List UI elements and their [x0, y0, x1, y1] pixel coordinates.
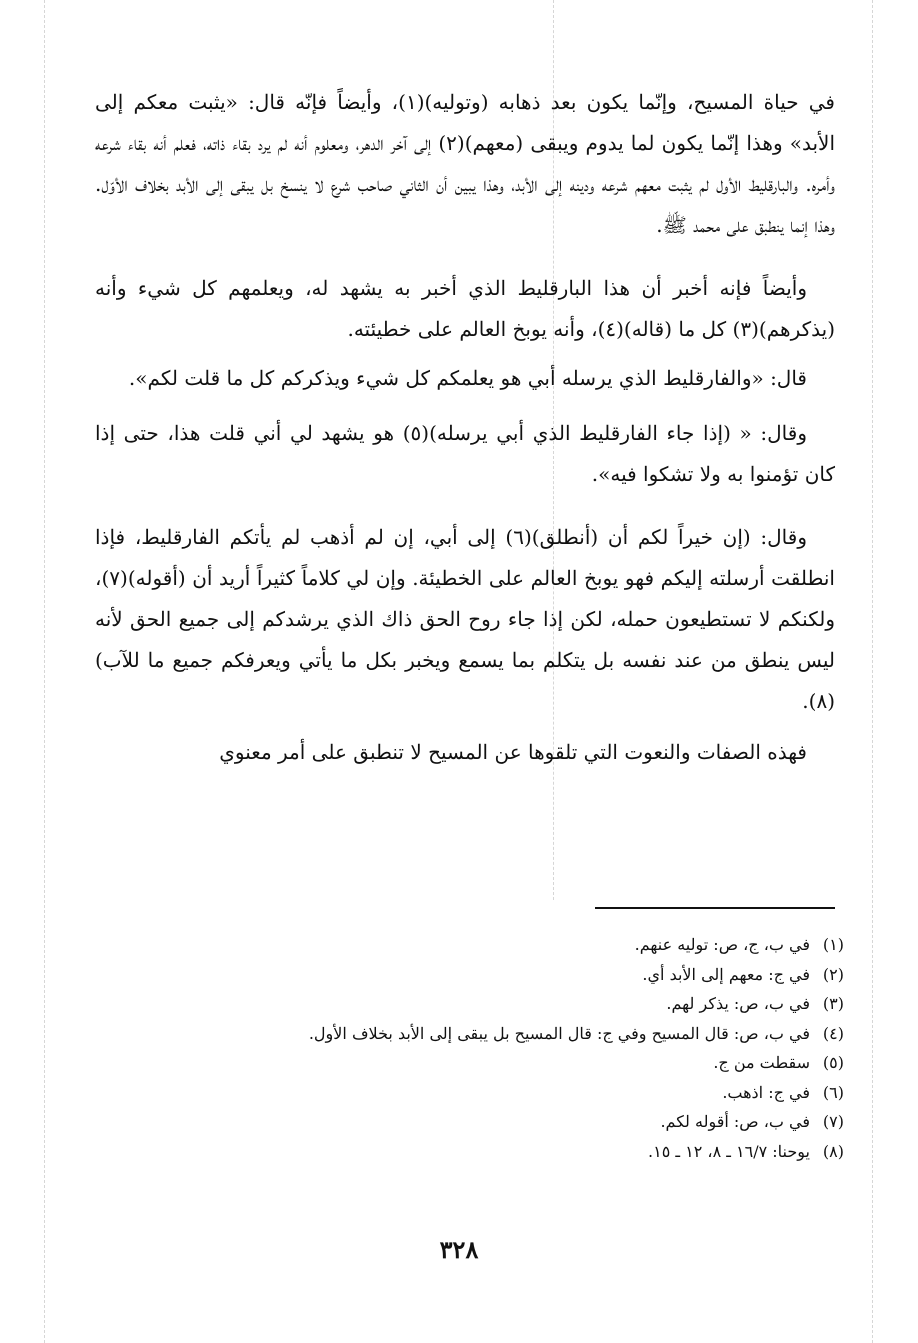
- paragraph: فهذه الصفات والنعوت التي تلقوها عن المسيح لا تنطبق على أمر معنوي: [219, 740, 807, 764]
- footnote-number: (١): [822, 935, 844, 954]
- footnote-text: يوحنا: ١٦/٧ ـ ٨، ١٢ ـ ١٥.: [648, 1141, 810, 1161]
- footnote-number: (٤): [822, 1023, 844, 1043]
- footnote: [224, 1137, 844, 1167]
- footnote-text: في ب، ص: قال المسيح وفي ج: قال المسيح بل يبقى إلى الأبد بخلاف الأول.: [308, 1023, 810, 1043]
- page-number: ٣٢٨: [439, 1235, 479, 1264]
- footnote: [224, 1107, 844, 1137]
- footnote-number: (٨): [822, 1141, 844, 1161]
- footnote: [224, 1048, 844, 1078]
- paragraph: وأيضاً فإنه أخبر أن هذا البارقليط الذي أخبر به يشهد له، ويعلمهم كل شيء وأنه (يذكرهم)(٣) كل ما (قاله)(٤)، وأنه يوبخ العالم على خطيئته.: [95, 276, 835, 341]
- footnote-number: (٣): [822, 994, 844, 1013]
- footnote-text: في ج: اذهب.: [722, 1082, 810, 1102]
- footnotes-list: [224, 930, 844, 1166]
- footnote-text: في ب، ص: يذكر لهم.: [666, 994, 810, 1013]
- paragraph: وقال: « (إذا جاء الفارقليط الذي أبي يرسله)(٥) هو يشهد لي أني قلت هذا، حتى إذا كان تؤمنوا به ولا تشكوا فيه».: [95, 421, 835, 486]
- paragraph: قال: «والفارقليط الذي يرسله أبي هو يعلمكم كل شيء ويذكركم كل ما قلت لكم».: [128, 366, 807, 390]
- scan-artifact-line: [44, 0, 45, 1343]
- footnote-text: في ب، ص: أقوله لكم.: [660, 1112, 810, 1131]
- footnote-number: (٥): [822, 1053, 844, 1072]
- paragraph: في حياة المسيح، وإنّما يكون بعد ذهابه (وتوليه)(١)، وأيضاً فإنّه قال: «يثبت معكم إلى الأبد» وهذا إنّما يكون لما يدوم ويبقى (معهم)(٢) إلى آخر الدهر، ومعلوم أنه لم يرد بقاء ذاته، فعلم أنه بقاء شرعه وأمره. والبارقليط الأول لم يثبت معهم شرعه ودينه إلى الأبد، وهذا يبين أن الثاني صاحب شرع لا ينسخ بل يبقى إلى الأبد بخلاف الأوّل. وهذا إنما ينطبق على محمد ﷺ.: [95, 90, 835, 237]
- footnote-text: في ب، ج، ص: توليه عنهم.: [634, 935, 810, 954]
- main-text: [95, 82, 835, 773]
- footnote-text: سقطت من ج.: [713, 1053, 810, 1072]
- footnote-separator: [595, 907, 835, 909]
- footnote-text: في ج: معهم إلى الأبد أي.: [642, 964, 810, 984]
- paragraph: وقال: (إن خيراً لكم أن (أنطلق)(٦) إلى أبي، إن لم أذهب لم يأتكم الفارقليط، فإذا انطلقت أرسلته إليكم فهو يوبخ العالم على الخطيئة. وإن لي كلاماً كثيراً أريد أن (أقوله)(٧)، ولكنكم لا تستطيعون حمله، لكن إذا جاء روح الحق ذاك الذي يرشدكم إلى جميع الحق لأنه ليس ينطق من عند نفسه بل يتكلم بما يسمع ويخبر بكل ما يأتي ويعرفكم جميع ما للآب)(٨).: [95, 525, 835, 713]
- footnote-number: (٢): [822, 964, 844, 984]
- footnote-number: (٦): [822, 1082, 844, 1102]
- footnote-number: (٧): [822, 1112, 844, 1131]
- footnote: [224, 930, 844, 960]
- scan-artifact-line: [872, 0, 873, 1343]
- footnote: [224, 1078, 844, 1108]
- footnote: [224, 989, 844, 1019]
- footnote: [224, 960, 844, 990]
- footnote: [224, 1019, 844, 1049]
